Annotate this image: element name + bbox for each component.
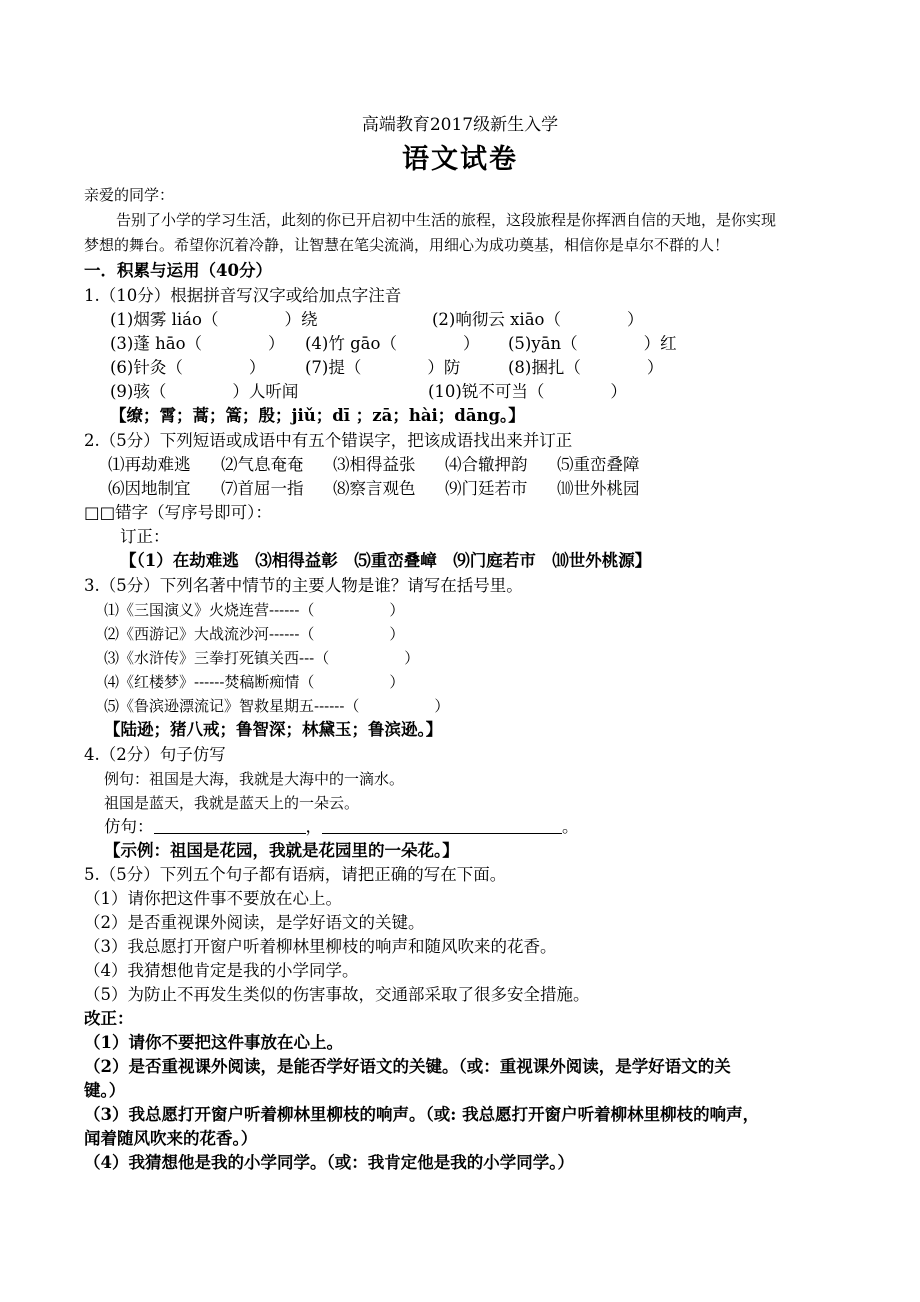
q5-answer: （1）请你不要把这件事放在心上。 — [84, 1033, 343, 1052]
q2-option: ⑴再劫难逃 — [108, 455, 191, 474]
q1-item: (6)针灸（ ） — [110, 358, 266, 377]
q4-period: 。 — [562, 817, 579, 836]
q1-item: (4)竹 gāo（ ） — [305, 334, 480, 353]
q5-answer: （3）我总愿打开窗户听着柳林里柳枝的响声。（或: 我总愿打开窗户听着柳林里柳枝的响声， — [84, 1105, 760, 1124]
q2-fix-label: 订正： — [120, 527, 170, 546]
q4-answer: 【示例：祖国是花园，我就是花园里的一朵花。】 — [104, 841, 459, 860]
q2-wrong-label: □□错字（写序号即可）： — [84, 503, 272, 522]
q1-item: (5)yān（ ）红 — [508, 334, 677, 353]
q3-answer: 【陆逊；猪八戒；鲁智深；林黛玉；鲁滨逊。】 — [104, 720, 443, 739]
q4-imitate-line — [104, 816, 579, 838]
q5-item: （5）为防止不再发生类似的伤害事故，交通部采取了很多安全措施。 — [84, 985, 590, 1004]
q1-item: (3)蓬 hāo（ ） — [110, 334, 285, 353]
q5-item: （2）是否重视课外阅读，是学好语文的关键。 — [84, 913, 425, 932]
q2-option: ⑽世外桃园 — [557, 479, 640, 498]
q3-item: ⑸《鲁滨逊漂流记》智救星期五------（ ） — [104, 697, 450, 715]
q2-option: ⑶相得益张 — [333, 455, 416, 474]
q5-answer: 键。） — [84, 1081, 126, 1100]
q3-item: ⑴《三国演义》火烧连营------（ ） — [104, 601, 405, 619]
q4-example-2: 祖国是蓝天，我就是蓝天上的一朵云。 — [104, 794, 360, 812]
exam-subtitle: 高端教育2017级新生入学 — [361, 115, 559, 135]
q1-item: (1)烟雾 liáo（ ）绕 — [110, 310, 318, 329]
q4-imitate-label: 仿句： — [104, 817, 154, 836]
q2-option: ⑷合辙押韵 — [445, 455, 528, 474]
q2-option: ⑹因地制宜 — [108, 479, 191, 498]
q5-answer: 闻着随风吹来的花香。） — [84, 1129, 258, 1148]
q2-option: ⑸重峦叠障 — [557, 455, 640, 474]
intro-line-2: 梦想的舞台。希望你沉着冷静，让智慧在笔尖流淌，用细心为成功奠基，相信你是卓尔不群的人！ — [84, 236, 730, 254]
q2-answer: 【（1）在劫难逃 ⑶相得益彰 ⑸重峦叠嶂 ⑼门庭若市 ⑽世外桃源】 — [120, 551, 652, 570]
q1-item: (2)响彻云 xiāo（ ） — [432, 310, 644, 329]
q4-comma: ， — [305, 817, 322, 836]
q3-item: ⑶《水浒传》三拳打死镇关西---（ ） — [104, 649, 420, 667]
q2-option: ⑼门廷若市 — [445, 479, 528, 498]
q3-item: ⑵《西游记》大战流沙河------（ ） — [104, 625, 405, 643]
question-2-stem: 2.（5分）下列短语或成语中有五个错误字，把该成语找出来并订正 — [84, 431, 573, 450]
q2-option: ⑺首屈一指 — [221, 479, 304, 498]
q2-option: ⑻察言观色 — [333, 479, 416, 498]
q4-example-1: 例句：祖国是大海，我就是大海中的一滴水。 — [104, 770, 405, 788]
q5-item: （4）我猜想他肯定是我的小学同学。 — [84, 961, 359, 980]
q4-blank-2[interactable] — [322, 817, 562, 834]
q5-item: （1）请你把这件事不要放在心上。 — [84, 889, 342, 908]
q1-answer: 【缭；霄；蒿；篙；殷；jiǔ；dī ；zā；hài；dāng。】 — [110, 406, 525, 425]
page-title: 语文试卷 — [402, 144, 518, 175]
question-5-stem: 5.（5分）下列五个句子都有语病，请把正确的写在下面。 — [84, 865, 507, 884]
q5-answer: （2）是否重视课外阅读，是能否学好语文的关键。（或：重视课外阅读，是学好语文的关 — [84, 1057, 731, 1076]
q1-item: (7)提（ ）防 — [305, 358, 461, 377]
question-3-stem: 3.（5分）下列名著中情节的主要人物是谁？请写在括号里。 — [84, 576, 523, 595]
section-heading: 一．积累与运用（40分） — [84, 261, 272, 280]
q1-item: (8)捆扎（ ） — [508, 358, 664, 377]
q2-option: ⑵气息奄奄 — [221, 455, 304, 474]
q4-blank-1[interactable] — [154, 817, 306, 834]
q5-item: （3）我总愿打开窗户听着柳林里柳枝的响声和随风吹来的花香。 — [84, 937, 557, 956]
q3-item: ⑷《红楼梦》------焚稿断痴情（ ） — [104, 673, 405, 691]
q1-item: (10)锐不可当（ ） — [428, 382, 627, 401]
q5-answer: （4）我猜想他是我的小学同学。（或：我肯定他是我的小学同学。） — [84, 1153, 574, 1172]
question-1-stem: 1.（10分）根据拼音写汉字或给加点字注音 — [84, 286, 402, 305]
q1-item: (9)骇（ ）人听闻 — [110, 382, 299, 401]
q5-fix-label: 改正： — [84, 1009, 134, 1028]
question-4-stem: 4.（2分）句子仿写 — [84, 745, 226, 764]
greeting: 亲爱的同学： — [84, 186, 175, 204]
intro-line-1: 告别了小学的学习生活，此刻的你已开启初中生活的旅程，这段旅程是你挥洒自信的天地，是你实现 — [116, 211, 777, 229]
